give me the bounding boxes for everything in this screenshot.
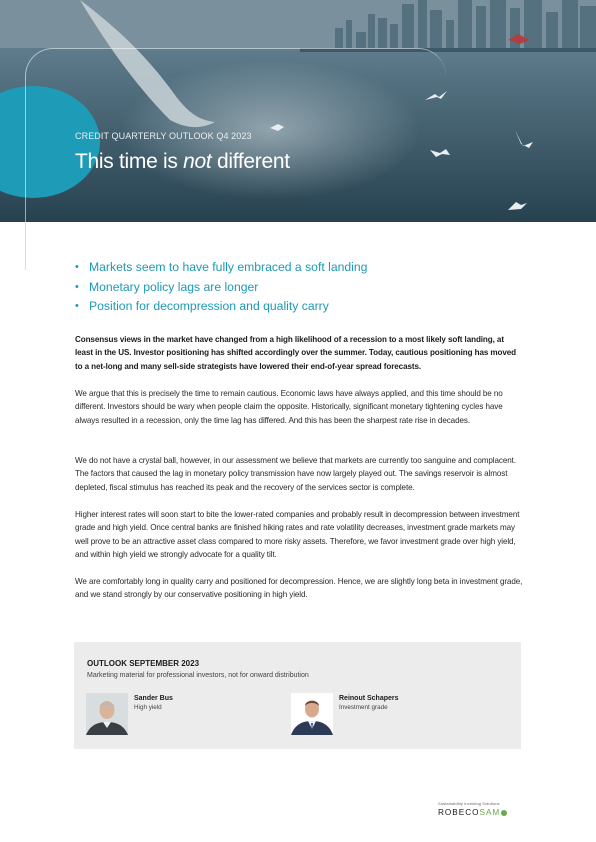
robecosam-logo-icon <box>438 801 518 817</box>
title-part: This time is <box>75 150 184 173</box>
body-paragraph: Higher interest rates will soon start to bite the lower-rated companies and probably result in decompression between investment grade and high yield. Once central banks are finished hiking rates and rate volatility decreases, investment grade markets may well prove to be an attractive asset class compared to more risky assets. Therefore, we favor investment grade over high yield, and within high yield we strongly advocate for a quality tilt. <box>75 510 520 560</box>
title-part: different <box>211 150 290 173</box>
logo-dot-icon <box>501 810 507 816</box>
logo-name-main: ROBECO <box>438 808 480 817</box>
key-point-text: Markets seem to have fully embraced a soft landing <box>89 260 368 274</box>
intro-paragraph: Consensus views in the market have changed from a high likelihood of a recession to a most likely soft landing, at least in the US. Investor positioning has shifted accordingly over the summer. Today, cautious positioning has moved to a net-long and many sell-side strategists have lowered their end-of-year spread forecasts. <box>75 335 516 371</box>
key-point-text: Position for decompression and quality carry <box>89 299 329 313</box>
outlook-box <box>74 642 521 749</box>
key-points-list <box>75 258 367 317</box>
bullet-dot-icon: • <box>75 300 79 312</box>
body-paragraph: We do not have a crystal ball, however, in our assessment we believe that markets are currently too sanguine and complacent. The factors that caused the lag in monetary policy transmission have now largely played out. The savings reservoir is almost depleted, fiscal stimulus has reached its peak and the recovery of the services sector is complete. <box>75 456 516 492</box>
author-role: Investment grade <box>339 704 388 711</box>
page-title <box>75 150 290 174</box>
bullet-dot-icon: • <box>75 261 79 273</box>
author-name: Sander Bus <box>134 695 173 702</box>
body-paragraph: We argue that this is precisely the time to remain cautious. Economic laws have always applied, and this time should be no different. Investors should be wary when people claim the opposite. Historically, significant monetary tightening cycles have always resulted in a recession, only the time lag has differed. And this has been the sharpest rate rise in decades. <box>75 389 503 425</box>
logo-name-accent: SAM <box>479 808 501 817</box>
author-name: Reinout Schapers <box>339 695 399 702</box>
key-point <box>75 258 367 278</box>
avatar <box>291 693 333 735</box>
frame-line <box>25 222 26 270</box>
avatar <box>86 693 128 735</box>
body-paragraph: We are comfortably long in quality carry and positioned for decompression. Hence, we are slightly long beta in investment grade, and we stand strongly by our conservative positioning in high yield. <box>75 577 523 600</box>
outlook-title: OUTLOOK SEPTEMBER 2023 <box>87 659 200 668</box>
title-emphasis: not <box>183 150 212 173</box>
key-point-text: Monetary policy lags are longer <box>89 279 259 294</box>
key-point <box>75 278 367 298</box>
author-role: High yield <box>134 704 162 711</box>
bullet-dot-icon: • <box>75 280 79 293</box>
logo-wordmark <box>438 808 518 817</box>
disclaimer-text: Marketing material for professional investors, not for onward distribution <box>87 672 309 679</box>
logo-tagline: Sustainability Investing Solutions <box>438 801 500 806</box>
hero-banner <box>0 0 596 222</box>
key-point <box>75 297 367 317</box>
publication-subtitle: CREDIT QUARTERLY OUTLOOK Q4 2023 <box>75 131 252 141</box>
